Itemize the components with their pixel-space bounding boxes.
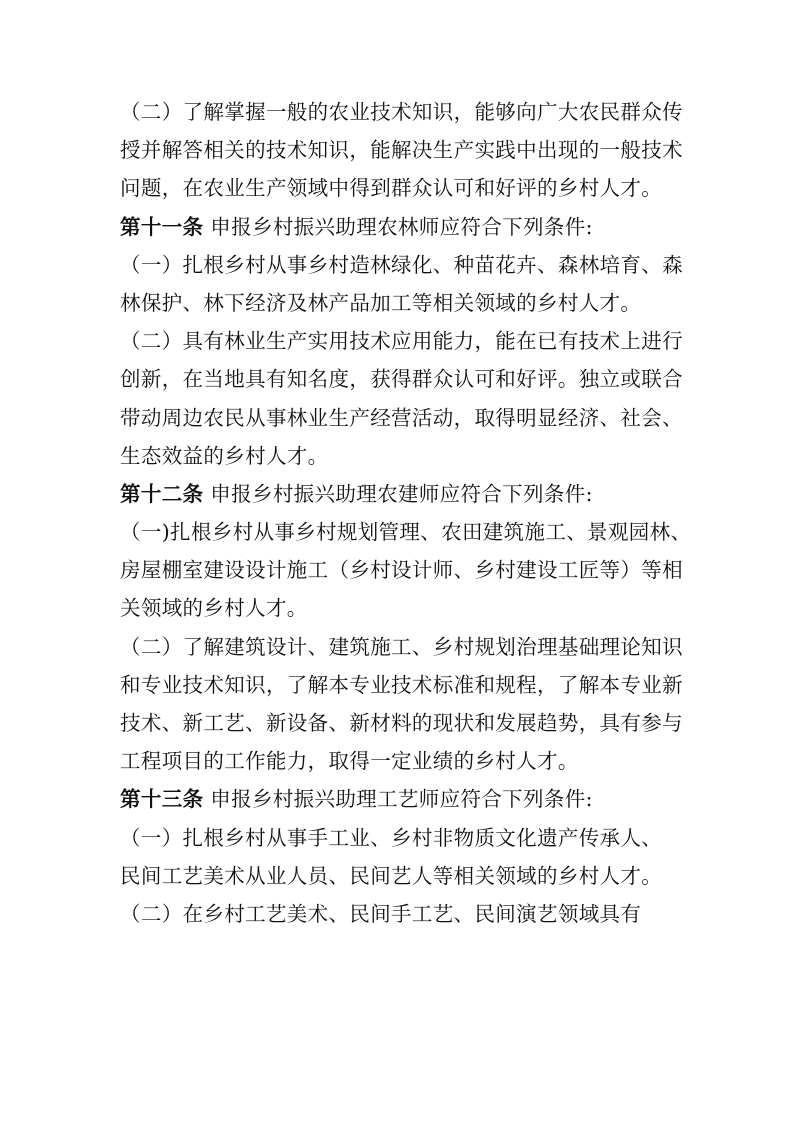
line-text: 申报乡村振兴助理工艺师应符合下列条件: xyxy=(203,787,593,812)
line-text: 授并解答相关的技术知识，能解决生产实践中出现的一般技术 xyxy=(120,138,683,163)
paragraph-line xyxy=(120,399,683,437)
line-text: 工程项目的工作能力，取得一定业绩的乡村人才。 xyxy=(120,749,579,774)
paragraph-line xyxy=(120,666,683,704)
paragraph-line xyxy=(120,742,680,780)
article-heading: 第十二条 xyxy=(120,481,204,506)
line-text: 带动周边农民从事林业生产经营活动，取得明显经济、社会、 xyxy=(120,405,683,430)
paragraph-line xyxy=(120,551,683,589)
line-text: （一)扎根乡村从事乡村规划管理、农田建筑施工、景观园林、 xyxy=(120,520,692,545)
document-body xyxy=(120,93,692,933)
article-title-line xyxy=(120,780,680,818)
paragraph-line xyxy=(120,284,680,322)
article-title-line xyxy=(120,208,680,246)
line-text: 林保护、林下经济及林产品加工等相关领域的乡村人才。 xyxy=(120,290,642,315)
paragraph-line xyxy=(120,360,683,398)
paragraph-line xyxy=(120,857,680,895)
paragraph-line xyxy=(120,169,680,207)
article-heading: 第十一条 xyxy=(120,214,204,239)
article-title-line xyxy=(120,475,680,513)
line-text: 创新，在当地具有知名度，获得群众认可和好评。独立或联合 xyxy=(120,367,683,392)
paragraph-line xyxy=(120,589,680,627)
paragraph-line xyxy=(120,628,683,666)
line-text: （二）具有林业生产实用技术应用能力，能在已有技术上进行 xyxy=(120,329,683,354)
line-text: （二）在乡村工艺美术、民间手工艺、民间演艺领域具有 xyxy=(120,901,642,926)
line-text: 技术、新工艺、新设备、新材料的现状和发展趋势，具有参与 xyxy=(120,711,683,735)
article-heading: 第十三条 xyxy=(120,787,204,812)
line-text: 申报乡村振兴助理农建师应符合下列条件: xyxy=(203,481,593,506)
paragraph-line xyxy=(120,704,683,742)
paragraph-line xyxy=(120,437,680,475)
line-text: （二）了解掌握一般的农业技术知识，能够向广大农民群众传 xyxy=(120,100,683,124)
line-text: 房屋棚室建设设计施工（乡村设计师、乡村建设工匠等）等相 xyxy=(120,558,683,583)
line-text: 和专业技术知识，了解本专业技术标准和规程，了解本专业新 xyxy=(120,672,683,697)
paragraph-line xyxy=(120,513,692,551)
line-text: 民间工艺美术从业人员、民间艺人等相关领域的乡村人才。 xyxy=(120,863,663,888)
paragraph-line xyxy=(120,246,683,284)
line-text: （一）扎根乡村从事乡村造林绿化、种苗花卉、森林培育、森 xyxy=(120,252,683,277)
line-text: 关领域的乡村人才。 xyxy=(120,596,308,621)
line-text: （一）扎根乡村从事手工业、乡村非物质文化遗产传承人、 xyxy=(120,825,663,850)
paragraph-line xyxy=(120,93,683,131)
paragraph-line xyxy=(120,819,680,857)
paragraph-line xyxy=(120,895,680,933)
paragraph-line xyxy=(120,131,683,169)
paragraph-line xyxy=(120,322,683,360)
line-text: （二）了解建筑设计、建筑施工、乡村规划治理基础理论知识 xyxy=(120,634,683,659)
line-text: 问题，在农业生产领域中得到群众认可和好评的乡村人才。 xyxy=(120,176,663,201)
line-text: 生态效益的乡村人才。 xyxy=(120,443,329,468)
line-text: 申报乡村振兴助理农林师应符合下列条件: xyxy=(203,214,593,239)
